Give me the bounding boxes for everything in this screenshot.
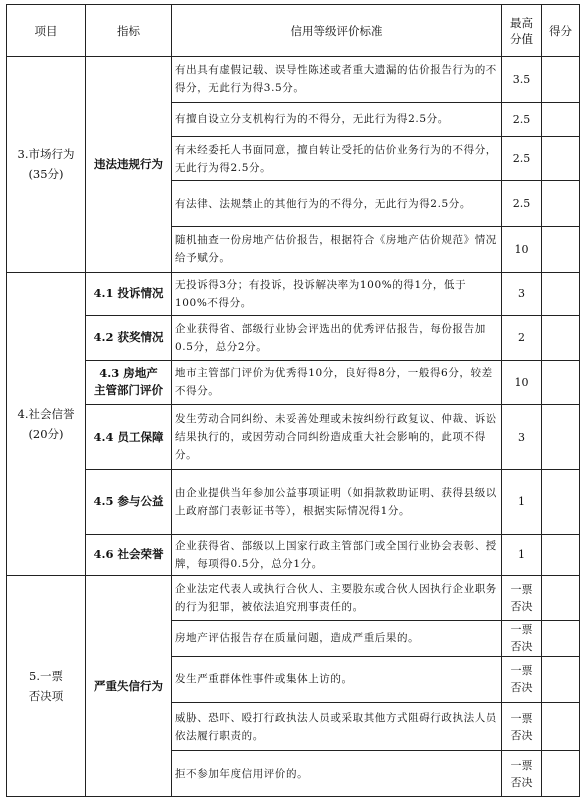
- table-row: [7, 405, 580, 470]
- section-veto: [7, 576, 86, 797]
- veto-mark-line1: 一票: [510, 664, 533, 678]
- veto-mark: [502, 702, 542, 751]
- indicator-social-honors: [86, 534, 172, 576]
- max-score: 3: [502, 405, 542, 470]
- score-cell[interactable]: [542, 620, 580, 656]
- section-social-points: (20分): [28, 426, 64, 441]
- score-cell[interactable]: [542, 316, 580, 361]
- max-score: 10: [502, 360, 542, 405]
- score-cell[interactable]: [542, 576, 580, 621]
- table-row: [7, 316, 580, 361]
- credit-evaluation-table: [6, 4, 580, 797]
- score-cell[interactable]: [542, 360, 580, 405]
- score-cell[interactable]: [542, 534, 580, 576]
- score-cell[interactable]: [542, 272, 580, 316]
- max-score: 2.5: [502, 181, 542, 227]
- table-row: [7, 576, 580, 621]
- indicator-violations: 违法违规行为: [86, 57, 172, 273]
- max-score: 10: [502, 227, 542, 273]
- standard-text: 有未经委托人书面同意，擅自转让受托的估价业务行为的不得分，无此行为得2.5分。: [172, 136, 502, 181]
- standard-text: 发生劳动合同纠纷、未妥善处理或未按纠纷行政复议、仲裁、诉讼结果执行的，或因劳动合同纠纷造成重大社会影响的，此项不得分。: [172, 405, 502, 470]
- standard-text: 发生严重群体性事件或集体上访的。: [172, 657, 502, 703]
- header-max-score-line1: 最高: [510, 15, 533, 30]
- indicator-awards: [86, 316, 172, 361]
- standard-text: 有法律、法规禁止的其他行为的不得分，无此行为得2.5分。: [172, 181, 502, 227]
- veto-mark-line2: 否决: [510, 640, 533, 654]
- indicator-public-welfare: [86, 469, 172, 534]
- indicator-serious-dishonesty: 严重失信行为: [86, 576, 172, 797]
- standard-text: 随机抽查一份房地产估价报告，根据符合《房地产估价规范》情况给予赋分。: [172, 227, 502, 273]
- veto-mark-line1: 一票: [510, 623, 533, 637]
- standard-text: 有擅自设立分支机构行为的不得分，无此行为得2.5分。: [172, 102, 502, 136]
- veto-mark-line1: 一票: [510, 711, 533, 725]
- standard-text: 企业获得省、部级以上国家行政主管部门或全国行业协会表彰、授牌，每项得0.5分，总分1分。: [172, 534, 502, 576]
- score-cell[interactable]: [542, 657, 580, 703]
- section-veto-subtitle: 否决项: [28, 689, 64, 704]
- veto-mark-line2: 否决: [510, 599, 533, 613]
- veto-mark: [502, 576, 542, 621]
- veto-mark: [502, 657, 542, 703]
- score-cell[interactable]: [542, 469, 580, 534]
- standard-text: 企业获得省、部级行业协会评选出的优秀评估报告，每份报告加0.5分，总分2分。: [172, 316, 502, 361]
- max-score: 1: [502, 534, 542, 576]
- veto-mark-line2: 否决: [510, 681, 533, 695]
- section-social-title: 4.社会信誉: [17, 406, 75, 421]
- header-indicator: 指标: [86, 5, 172, 57]
- indicator-label-line2: 主管部门评价: [94, 383, 163, 398]
- score-cell[interactable]: [542, 181, 580, 227]
- section-market: [7, 57, 86, 273]
- table-row: [7, 360, 580, 405]
- indicator-label: 4.5 参与公益: [93, 494, 164, 509]
- table-row: [7, 272, 580, 316]
- max-score: 2: [502, 316, 542, 361]
- indicator-label: 4.2 获奖情况: [93, 330, 164, 345]
- table-row: [7, 469, 580, 534]
- header-standard: 信用等级评价标准: [172, 5, 502, 57]
- indicator-label: 4.3 房地产: [99, 366, 158, 381]
- score-cell[interactable]: [542, 136, 580, 181]
- standard-text: 拒不参加年度信用评价的。: [172, 751, 502, 797]
- score-cell[interactable]: [542, 405, 580, 470]
- standard-text: 威胁、恐吓、殴打行政执法人员或采取其他方式阻碍行政执法人员依法履行职责的。: [172, 702, 502, 751]
- header-score: 得分: [542, 5, 580, 57]
- section-social: [7, 272, 86, 576]
- header-max-score-line2: 分值: [510, 31, 533, 46]
- veto-mark: [502, 620, 542, 656]
- score-cell[interactable]: [542, 751, 580, 797]
- table-row: [7, 534, 580, 576]
- table-header-row: [7, 5, 580, 57]
- standard-text: 由企业提供当年参加公益事项证明（如捐款救助证明、获得县级以上政府部门表彰证书等），根据实际情况得1分。: [172, 469, 502, 534]
- max-score: 1: [502, 469, 542, 534]
- score-cell[interactable]: [542, 57, 580, 103]
- section-market-title: 3.市场行为: [17, 147, 75, 162]
- section-veto-title: 5.一票: [29, 669, 63, 684]
- standard-text: 企业法定代表人或执行合伙人、主要股东或合伙人因执行企业职务的行为犯罪，被依法追究刑事责任的。: [172, 576, 502, 621]
- standard-text: 房地产评估报告存在质量问题，造成严重后果的。: [172, 620, 502, 656]
- header-item: 项目: [7, 5, 86, 57]
- veto-mark-line1: 一票: [510, 582, 533, 596]
- standard-text: 无投诉得3分；有投诉，投诉解决率为100%的得1分，低于100%不得分。: [172, 272, 502, 316]
- veto-mark-line2: 否决: [510, 775, 533, 789]
- header-max-score: [502, 5, 542, 57]
- table-row: [7, 57, 580, 103]
- standard-text: 地市主管部门评价为优秀得10分，良好得8分，一般得6分，较差不得分。: [172, 360, 502, 405]
- max-score: 2.5: [502, 136, 542, 181]
- indicator-complaints: [86, 272, 172, 316]
- veto-mark-line1: 一票: [510, 758, 533, 772]
- indicator-label: 4.1 投诉情况: [93, 286, 164, 301]
- section-market-points: (35分): [28, 167, 64, 182]
- veto-mark: [502, 751, 542, 797]
- max-score: 3.5: [502, 57, 542, 103]
- indicator-label: 4.6 社会荣誉: [93, 547, 164, 562]
- indicator-employee-protection: [86, 405, 172, 470]
- veto-mark-line2: 否决: [510, 728, 533, 742]
- score-cell[interactable]: [542, 227, 580, 273]
- max-score: 2.5: [502, 102, 542, 136]
- score-cell[interactable]: [542, 102, 580, 136]
- indicator-label: 4.4 员工保障: [93, 429, 164, 444]
- score-cell[interactable]: [542, 702, 580, 751]
- indicator-authority-evaluation: [86, 360, 172, 405]
- standard-text: 有出具有虚假记载、误导性陈述或者重大遗漏的估价报告行为的不得分，无此行为得3.5分。: [172, 57, 502, 103]
- max-score: 3: [502, 272, 542, 316]
